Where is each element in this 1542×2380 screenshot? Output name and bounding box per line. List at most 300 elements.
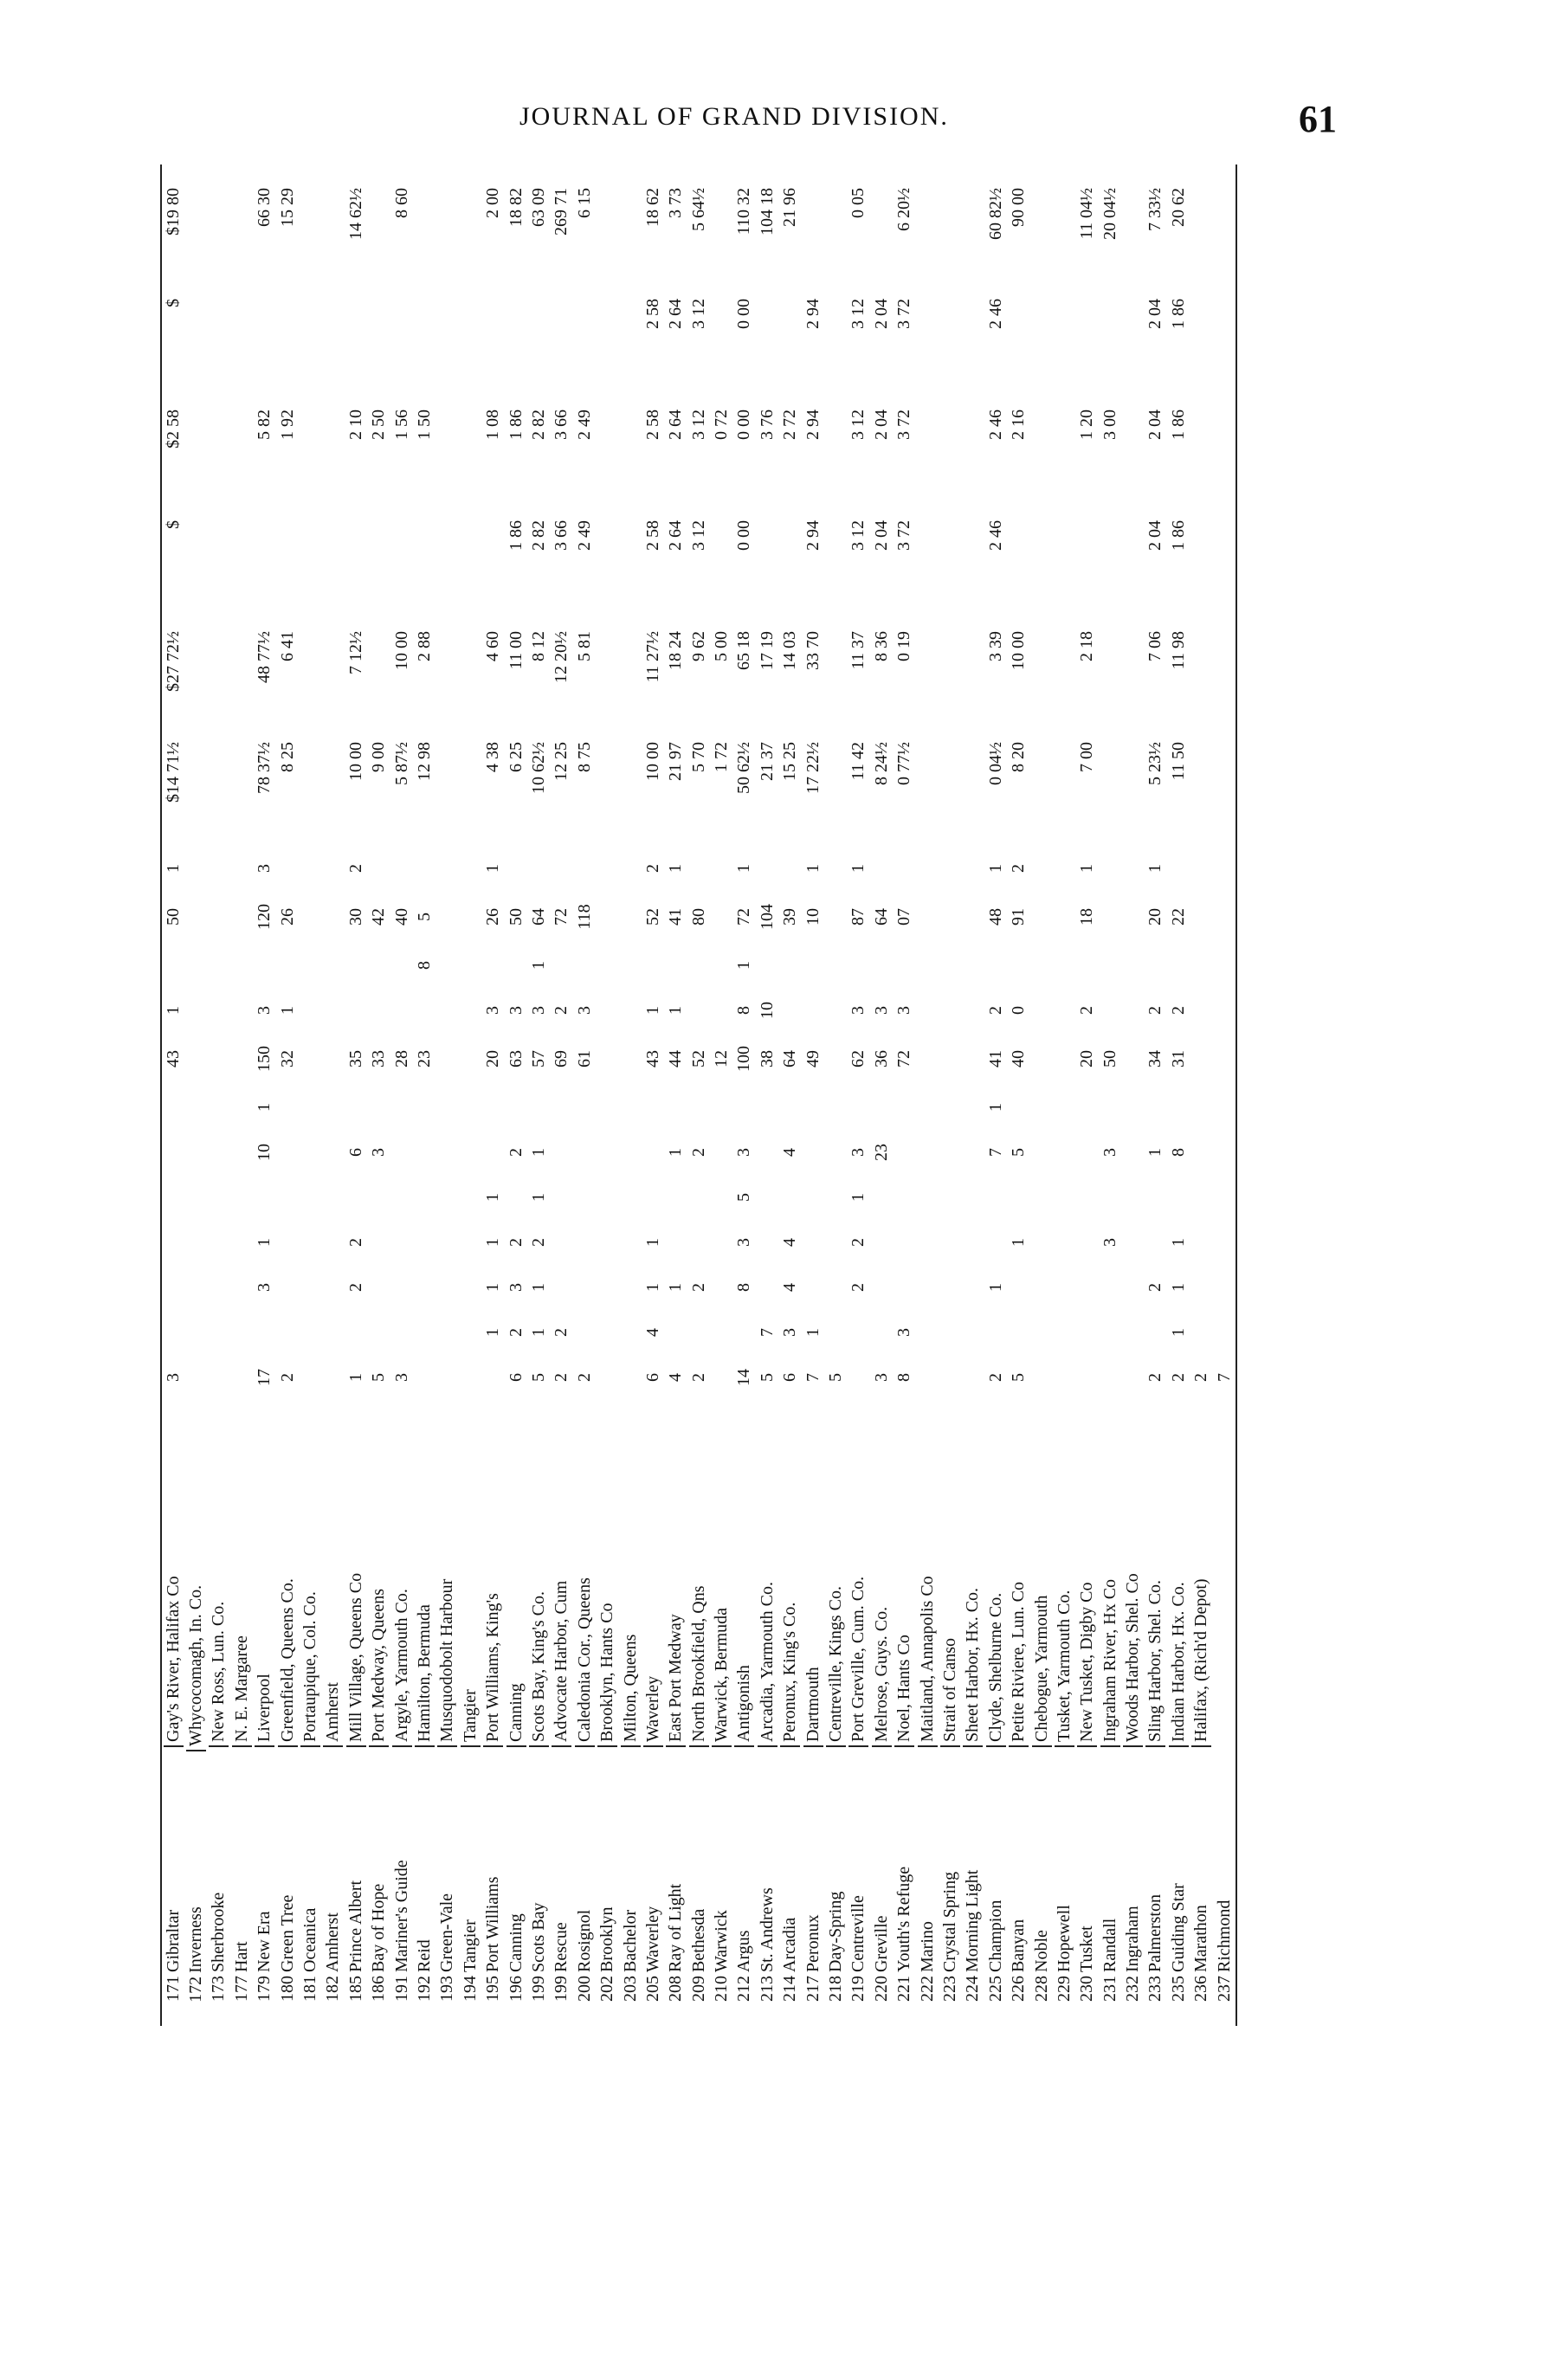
division-number: 186 (369, 1976, 389, 2002)
division-location: Advocate Harbor, Cum (552, 1400, 571, 1747)
money-cell: 4 60 (483, 631, 503, 661)
count-cell: 3 (848, 1006, 868, 1015)
money-cell: $14 71½ (163, 742, 183, 803)
count-cell: 7 (985, 1148, 1005, 1157)
division-location: New Tusket, Digby Co (1077, 1400, 1097, 1747)
division-location: Hamilton, Bermuda (415, 1400, 435, 1747)
money-cell: 0 00 (734, 410, 754, 440)
division-number: 222 (917, 1976, 937, 2002)
count-cell: 31 (1168, 1050, 1188, 1067)
division-number: 214 (780, 1976, 800, 2002)
count-cell: 10 (803, 908, 823, 926)
count-cell: 8 (894, 1373, 914, 1382)
table-row (1030, 164, 1053, 2026)
count-cell: 2 (345, 1238, 365, 1247)
money-cell: 2 64 (666, 410, 686, 440)
division-number: 179 (255, 1976, 274, 2002)
division-number: 193 (437, 1976, 457, 2002)
count-cell: 87 (848, 908, 868, 926)
money-cell: 3 72 (894, 410, 914, 440)
table-row (984, 164, 1007, 2026)
division-number: 192 (414, 1976, 434, 2002)
division-location: Milton, Queens (621, 1400, 641, 1747)
division-name: Reid (414, 1939, 434, 1972)
division-name: Marathon (1191, 1905, 1211, 1972)
count-cell: 8 (734, 1283, 754, 1292)
count-cell: 52 (688, 1050, 708, 1067)
count-cell: 1 (255, 1238, 274, 1247)
money-cell: 5 81 (574, 631, 594, 661)
count-cell: 40 (1009, 1050, 1029, 1067)
division-location: Arcadia, Yarmouth Co. (758, 1400, 777, 1747)
table-row (368, 164, 390, 2026)
money-cell: 14 03 (780, 631, 800, 670)
money-cell: 63 09 (528, 188, 548, 227)
count-cell: 43 (642, 1050, 662, 1067)
count-cell: 3 (255, 1006, 274, 1015)
count-cell: 1 (985, 1283, 1005, 1292)
count-cell: 36 (871, 1050, 891, 1067)
count-cell: 1 (528, 1148, 548, 1157)
count-cell: 1 (528, 1283, 548, 1292)
count-cell: 8 (414, 961, 434, 970)
division-number: 221 (894, 1976, 914, 2002)
money-cell: 3 39 (985, 631, 1005, 661)
count-cell: 6 (780, 1373, 800, 1382)
count-cell: 2 (345, 864, 365, 873)
money-cell: 5 00 (712, 631, 732, 661)
count-cell: 5 (757, 1373, 777, 1382)
count-cell: 26 (277, 908, 297, 926)
money-cell: 5 87½ (391, 742, 411, 785)
division-number: 182 (323, 1976, 343, 2002)
division-name: Green-Vale (437, 1893, 457, 1972)
money-cell: 2 72 (780, 410, 800, 440)
money-cell: 8 20 (1009, 742, 1029, 772)
count-cell: 3 (391, 1373, 411, 1382)
count-cell: 1 (483, 1193, 503, 1202)
table-row (345, 164, 367, 2026)
count-cell: 150 (255, 1046, 274, 1072)
money-cell: 2 94 (803, 410, 823, 440)
table-row (527, 164, 550, 2026)
money-cell: 1 08 (483, 410, 503, 440)
count-cell: 1 (1009, 1238, 1029, 1247)
division-location: Port Greville, Cum. Co. (848, 1400, 868, 1747)
money-cell: 0 05 (848, 188, 868, 218)
count-cell: 72 (894, 1050, 914, 1067)
count-cell: 1 (277, 1006, 297, 1015)
money-cell: 14 62½ (345, 188, 365, 240)
division-number: 219 (848, 1976, 868, 2002)
division-location: Ingraham River, Hx Co (1100, 1400, 1120, 1747)
count-cell: 2 (506, 1328, 526, 1337)
money-cell: 2 46 (985, 520, 1005, 551)
division-location: Greenfield, Queens Co. (278, 1400, 298, 1747)
table-row (1007, 164, 1029, 2026)
count-cell: 28 (391, 1050, 411, 1067)
money-cell: 60 82½ (985, 188, 1005, 240)
count-cell: 2 (1009, 864, 1029, 873)
count-cell: 1 (1145, 1148, 1165, 1157)
count-cell: 1 (734, 961, 754, 970)
money-cell: 8 25 (277, 742, 297, 772)
division-name: Day-Spring (826, 1891, 846, 1972)
division-name: Tangier (460, 1919, 480, 1972)
table-row (208, 164, 230, 2026)
money-cell: 6 25 (506, 742, 526, 772)
count-cell: 3 (848, 1148, 868, 1157)
division-number: 236 (1191, 1976, 1211, 2002)
division-number: 181 (300, 1976, 320, 2002)
count-cell: 2 (688, 1283, 708, 1292)
count-cell: 5 (528, 1373, 548, 1382)
count-cell: 1 (985, 864, 1005, 873)
money-cell: $ (163, 520, 183, 529)
division-name: Greville (871, 1915, 891, 1972)
count-cell: 1 (666, 1148, 686, 1157)
count-cell: 5 (1009, 1373, 1029, 1382)
division-number: 173 (209, 1976, 229, 2002)
money-cell: 2 04 (1145, 410, 1165, 440)
count-cell: 1 (163, 864, 183, 873)
count-cell: 14 (734, 1369, 754, 1386)
table-row (254, 164, 276, 2026)
division-location: Caledonia Cor., Queens (575, 1400, 595, 1747)
count-cell: 2 (985, 1006, 1005, 1015)
division-name: Oceanica (300, 1907, 320, 1972)
count-cell: 20 (1145, 908, 1165, 926)
division-name: Waverley (642, 1906, 662, 1972)
count-cell: 39 (780, 908, 800, 926)
money-cell: 10 00 (391, 631, 411, 670)
count-cell: 6 (506, 1373, 526, 1382)
count-cell: 2 (552, 1328, 571, 1337)
table-row (1099, 164, 1121, 2026)
count-cell: 07 (894, 908, 914, 926)
division-location: Canning (506, 1400, 526, 1747)
division-location: Indian Harbor, Hx. Co. (1169, 1400, 1189, 1747)
table-row (939, 164, 961, 2026)
money-cell: 11 42 (848, 742, 868, 781)
division-location: Noel, Hants Co (894, 1400, 914, 1747)
division-name: Noble (1031, 1930, 1051, 1972)
table-row (710, 164, 732, 2026)
count-cell: 2 (1145, 1006, 1165, 1015)
money-cell: 33 70 (803, 631, 823, 670)
division-location: Scots Bay, King's Co. (529, 1400, 549, 1747)
division-name: Tusket (1077, 1925, 1097, 1972)
count-cell: 4 (666, 1373, 686, 1382)
count-cell: 1 (528, 961, 548, 970)
money-cell: 110 32 (734, 188, 754, 235)
count-cell: 8 (734, 1006, 754, 1015)
count-cell: 5 (734, 1193, 754, 1202)
count-cell: 1 (848, 1193, 868, 1202)
money-cell: 11 27½ (642, 631, 662, 683)
count-cell: 2 (506, 1148, 526, 1157)
money-cell: 2 04 (871, 410, 891, 440)
money-cell: 7 00 (1077, 742, 1097, 772)
division-name: Canning (506, 1913, 526, 1972)
division-number: 230 (1077, 1976, 1097, 2002)
division-name: Marino (917, 1921, 937, 1972)
count-cell: 2 (1077, 1006, 1097, 1015)
division-location: Waverley (643, 1400, 663, 1747)
money-cell: 1 20 (1077, 410, 1097, 440)
count-cell: 6 (345, 1148, 365, 1157)
count-cell: 1 (985, 1103, 1005, 1112)
count-cell: 3 (871, 1373, 891, 1382)
division-name: Hopewell (1054, 1905, 1074, 1972)
count-cell: 2 (528, 1238, 548, 1247)
count-cell: 44 (666, 1050, 686, 1067)
money-cell: $2 58 (163, 410, 183, 448)
count-cell: 0 (1009, 1006, 1029, 1015)
money-cell: 17 19 (757, 631, 777, 670)
count-cell: 1 (666, 864, 686, 873)
money-cell: 7 33½ (1145, 188, 1165, 231)
money-cell: 11 04½ (1077, 188, 1097, 240)
money-cell: 1 92 (277, 410, 297, 440)
division-number: 233 (1145, 1976, 1165, 2002)
division-number: 209 (688, 1976, 708, 2002)
division-name: Scots Bay (528, 1902, 548, 1972)
division-name: Prince Albert (345, 1880, 365, 1972)
count-cell: 64 (528, 908, 548, 926)
count-cell: 2 (848, 1283, 868, 1292)
count-cell: 3 (574, 1006, 594, 1015)
count-cell: 50 (506, 908, 526, 926)
money-cell: 10 00 (642, 742, 662, 781)
division-location: Woods Harbor, Shel. Co (1123, 1400, 1143, 1747)
money-cell: 18 24 (666, 631, 686, 670)
count-cell: 1 (483, 1283, 503, 1292)
count-cell: 72 (552, 908, 571, 926)
division-location: Melrose, Guys. Co. (872, 1400, 892, 1747)
count-cell: 1 (255, 1103, 274, 1112)
money-cell: 1 86 (506, 520, 526, 551)
division-number: 203 (620, 1976, 640, 2002)
division-name: Port Williams (483, 1876, 503, 1972)
count-cell: 3 (734, 1148, 754, 1157)
count-cell: 118 (574, 904, 594, 930)
division-number: 225 (985, 1976, 1005, 2002)
division-location: Antigonish (734, 1400, 754, 1747)
count-cell: 1 (642, 1238, 662, 1247)
division-number: 202 (597, 1976, 617, 2002)
count-cell: 1 (1168, 1328, 1188, 1337)
division-name: Argus (734, 1930, 754, 1972)
money-cell: 3 66 (552, 520, 571, 551)
count-cell: 43 (163, 1050, 183, 1067)
money-cell: 3 72 (894, 299, 914, 329)
money-cell: 2 50 (369, 410, 389, 440)
table-row (390, 164, 413, 2026)
money-cell: 5 70 (688, 742, 708, 772)
table-row (894, 164, 916, 2026)
division-name: Inverness (186, 1906, 206, 1973)
money-cell: 2 82 (528, 410, 548, 440)
count-cell: 57 (528, 1050, 548, 1067)
journal-title: JOURNAL OF GRAND DIVISION. (519, 102, 949, 131)
count-cell: 22 (1168, 908, 1188, 926)
money-cell: 2 04 (1145, 299, 1165, 329)
division-name: St. Andrews (757, 1887, 777, 1972)
money-cell: 3 73 (666, 188, 686, 218)
money-cell: 12 25 (552, 742, 571, 781)
money-cell: 2 64 (666, 520, 686, 551)
count-cell: 1 (1168, 1238, 1188, 1247)
count-cell: 41 (666, 908, 686, 926)
division-number: 180 (277, 1976, 297, 2002)
table-row (733, 164, 756, 2026)
money-cell: 2 88 (414, 631, 434, 661)
table-row (551, 164, 573, 2026)
division-number: 220 (871, 1976, 891, 2002)
count-cell: 3 (483, 1006, 503, 1015)
count-cell: 23 (414, 1050, 434, 1067)
division-number: 237 (1214, 1976, 1234, 2002)
table-row (848, 164, 870, 2026)
division-number: 232 (1123, 1976, 1143, 2002)
division-number: 228 (1031, 1976, 1051, 2002)
division-number: 205 (642, 1976, 662, 2002)
division-location: Liverpool (255, 1400, 274, 1747)
count-cell: 4 (780, 1283, 800, 1292)
table-row (962, 164, 984, 2026)
division-name: Centreville (848, 1895, 868, 1972)
count-cell: 3 (255, 1283, 274, 1292)
money-cell: 2 16 (1009, 410, 1029, 440)
count-cell: 20 (483, 1050, 503, 1067)
money-cell: 2 49 (574, 410, 594, 440)
division-location: Petite Riviere, Lun. Co (1009, 1400, 1029, 1747)
money-cell: 15 29 (277, 188, 297, 227)
count-cell: 3 (871, 1006, 891, 1015)
division-name: Brooklyn (597, 1906, 617, 1972)
division-location: Port Medway, Queens (369, 1400, 389, 1747)
count-cell: 7 (1214, 1373, 1234, 1382)
count-cell: 3 (255, 864, 274, 873)
count-cell: 2 (552, 1373, 571, 1382)
money-cell: 1 86 (1168, 520, 1188, 551)
count-cell: 120 (255, 904, 274, 930)
division-number: 231 (1100, 1976, 1119, 2002)
count-cell: 2 (277, 1373, 297, 1382)
division-name: Bay of Hope (369, 1883, 389, 1972)
money-cell: 2 82 (528, 520, 548, 551)
money-cell: 0 72 (712, 410, 732, 440)
count-cell: 3 (163, 1373, 183, 1382)
division-location: N. E. Margaree (232, 1400, 252, 1747)
division-location: Port Williams, King's (483, 1400, 503, 1747)
money-cell: 20 62 (1168, 188, 1188, 227)
money-cell: 21 37 (757, 742, 777, 781)
money-cell: 8 12 (528, 631, 548, 661)
division-location: Musquodobolt Harbour (437, 1400, 457, 1747)
money-cell: 1 86 (1168, 299, 1188, 329)
count-cell: 3 (734, 1238, 754, 1247)
count-cell: 20 (1077, 1050, 1097, 1067)
count-cell: 3 (506, 1006, 526, 1015)
money-cell: 2 10 (345, 410, 365, 440)
division-number: 199 (552, 1976, 571, 2002)
count-cell: 3 (369, 1148, 389, 1157)
money-cell: 2 94 (803, 299, 823, 329)
table-row (413, 164, 436, 2026)
money-cell: 5 82 (255, 410, 274, 440)
count-cell: 72 (734, 908, 754, 926)
table-row (1167, 164, 1190, 2026)
money-cell: 50 62½ (734, 742, 754, 794)
division-number: 224 (963, 1976, 983, 2002)
count-cell: 23 (871, 1144, 891, 1161)
money-cell: 7 06 (1145, 631, 1165, 661)
money-cell: 15 25 (780, 742, 800, 781)
count-cell: 64 (780, 1050, 800, 1067)
count-cell: 1 (803, 864, 823, 873)
money-cell: 2 00 (483, 188, 503, 218)
table-row (299, 164, 321, 2026)
table-row (573, 164, 596, 2026)
count-cell: 7 (757, 1328, 777, 1337)
count-cell: 62 (848, 1050, 868, 1067)
table-row (184, 164, 207, 2026)
count-cell: 17 (255, 1369, 274, 1386)
count-cell: 1 (163, 1006, 183, 1015)
money-cell: 21 96 (780, 188, 800, 227)
money-cell: $27 72½ (163, 631, 183, 692)
count-cell: 50 (1100, 1050, 1119, 1067)
money-cell: 4 38 (483, 742, 503, 772)
table-row (230, 164, 253, 2026)
table-row (1213, 164, 1236, 2026)
division-location: Mill Village, Queens Co (346, 1400, 366, 1747)
division-location: Gay's River, Halifax Co (164, 1400, 184, 1747)
money-cell: 10 00 (345, 742, 365, 781)
division-location: Peronux, King's Co. (780, 1400, 800, 1747)
money-cell: 11 98 (1168, 631, 1188, 670)
money-cell: 3 12 (848, 299, 868, 329)
money-cell: 0 77½ (894, 742, 914, 785)
table-row (642, 164, 664, 2026)
division-number: 172 (186, 1976, 206, 2003)
count-cell: 2 (688, 1373, 708, 1382)
table-row (481, 164, 504, 2026)
count-cell: 18 (1077, 908, 1097, 926)
count-cell: 5 (826, 1373, 846, 1382)
division-number: 213 (757, 1976, 777, 2002)
division-number: 194 (460, 1976, 480, 2002)
division-name: Richmond (1214, 1899, 1234, 1972)
count-cell: 35 (345, 1050, 365, 1067)
money-cell: 0 19 (894, 631, 914, 661)
money-cell: 1 72 (712, 742, 732, 772)
division-number: 229 (1054, 1976, 1074, 2002)
money-cell: 104 18 (757, 188, 777, 235)
money-cell: 3 12 (688, 299, 708, 329)
table-row (802, 164, 824, 2026)
count-cell: 10 (255, 1144, 274, 1161)
division-name: Guiding Star (1168, 1883, 1188, 1972)
division-name: Bethesda (688, 1908, 708, 1972)
division-name: Rescue (552, 1922, 571, 1972)
count-cell: 1 (483, 864, 503, 873)
money-cell: 2 58 (642, 410, 662, 440)
page-header (519, 98, 1385, 140)
table-row (1145, 164, 1167, 2026)
